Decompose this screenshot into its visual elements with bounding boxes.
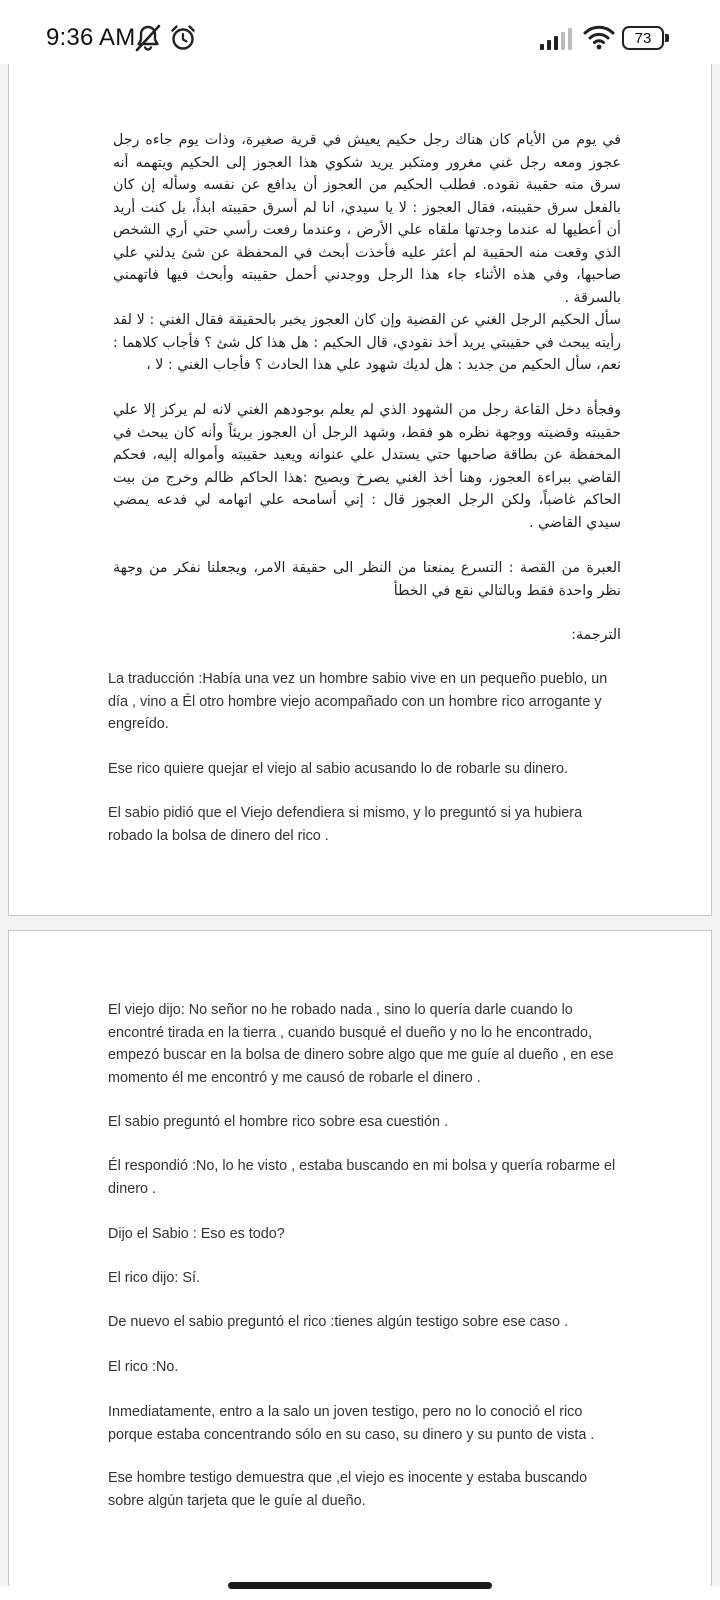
spanish-paragraph: El rico dijo: Sí. xyxy=(108,1270,200,1286)
status-bar xyxy=(0,0,720,64)
wifi-icon xyxy=(583,24,615,50)
arabic-paragraph: في يوم من الأيام كان هناك رجل حكيم يعيش في قرية صغيرة، وذات يوم جاءه رجل عجوز ومعه رجل غني مغرور ومتكبر يريد شكوي هذا العجوز إلى الحكيم ويتهمه أنه سرق منه حقيبة نقوده. فطلب الحكيم من العجوز أن يدافع عن نفسه وسأله إن كان بالفعل سرق حقيبته، فقال العجوز : لا يا سيدي، انا لم أسرق حقيبته ابداً، بل كنت أريد أن أعطيها له عندما وجدتها ملقاه علي الأرض ، وعندما رفعت رأسي حتي أري الشخص الذي وقعت منه الحقيبة لم أعثر عليه فأخذت أبحث في المحفظة عن شئ يدلني علي صاحبها، وفي هذه الأثناء جاء هذا الرجل ووجدني أحمل حقيبته وأبحث فيها فاتهمني بالسرقة . xyxy=(113,132,621,306)
signal-icon xyxy=(540,28,576,50)
spanish-paragraph: El sabio pidió que el Viejo defendiera si mismo, y lo preguntó si ya hubiera robado la bolsa de dinero del rico . xyxy=(108,805,583,844)
spanish-paragraph: La traducción :Había una vez un hombre sabio vive en un pequeño pueblo, un día , vino a Él otro hombre viejo acompañado con un hombre rico arrogante y engreído. xyxy=(108,671,608,732)
arabic-paragraph: العبرة من القصة : التسرع يمنعنا من النظر الى حقيقة الامر، ويجعلنا نفكر من وجهة نظر واحدة فقط وبالتالي نقع في الخطأ xyxy=(113,560,621,599)
alarm-icon xyxy=(170,24,196,52)
spanish-paragraph: Él respondió :No, lo he visto , estaba buscando en mi bolsa y quería robarme el dinero . xyxy=(108,1158,616,1197)
battery-icon xyxy=(622,26,670,50)
spanish-paragraph: Inmediatamente, entro a la salo un joven testigo, pero no lo conoció el rico porque estaba concentrando sólo en su caso, su dinero y su punto de vista . xyxy=(108,1404,595,1443)
translation-heading: الترجمة: xyxy=(571,627,621,643)
spanish-paragraph: El rico :No. xyxy=(108,1359,179,1375)
spanish-paragraph: El sabio preguntó el hombre rico sobre esa cuestión . xyxy=(108,1114,448,1130)
spanish-paragraph: Ese rico quiere quejar el viejo al sabio acusando lo de robarle su dinero. xyxy=(108,761,568,777)
document-page-1 xyxy=(8,64,712,916)
spanish-paragraph: De nuevo el sabio preguntó el rico :tienes algún testigo sobre ese caso . xyxy=(108,1314,568,1330)
spanish-paragraph: El viejo dijo: No señor no he robado nada , sino lo quería darle cuando lo encontré tirada en la tierra , cuando busqué el dueño y no lo he encontrado, empezó buscar en la bolsa de dinero sobre algo que me guíe al dueño , en ese momento él me encontró y me causó de robarle el dinero . xyxy=(108,1002,614,1086)
document-viewer[interactable] xyxy=(0,64,720,1586)
battery-level: 73 xyxy=(622,26,664,50)
bell-off-icon xyxy=(134,24,162,52)
home-indicator[interactable] xyxy=(228,1582,492,1589)
status-time: 9:36 AM xyxy=(46,24,136,51)
battery-tip xyxy=(665,34,669,42)
arabic-paragraph: سأل الحكيم الرجل الغني عن القضية وإن كان العجوز يخبر بالحقيقة فقال الغني : لا لقد رأيته يبحث في حقيبتي يريد أخذ نقودي، قال الحكيم : هل هذا كل شئ ؟ فأجاب كلاهما : نعم، سأل الحكيم من جديد : هل لديك شهود علي هذا الحادث ؟ فأجاب الغني : لا ، xyxy=(113,312,621,373)
spanish-paragraph: Ese hombre testigo demuestra que ,el viejo es inocente y estaba buscando sobre algún tarjeta que le guíe al dueño. xyxy=(108,1470,588,1509)
spanish-paragraph: Dijo el Sabio : Eso es todo? xyxy=(108,1226,285,1242)
document-page-2 xyxy=(8,930,712,1586)
arabic-paragraph: وفجأة دخل القاعة رجل من الشهود الذي لم يعلم بوجودهم الغني لانه لم يركز إلا علي حقيبته وقضيته ووجهة نظره هو فقط، وشهد الرجل أن العجوز بريئاً وأنه كان يبحث في المحفظة عن بطاقة صاحبها حتي يستدل علي عنوانه ويعيد حقيبته وأمواله إليه، فحكم القاضي ببراءة العجوز، وهنا أخذ الغني يصرخ ويصيح :هذا الحاكم ظالم وخرج من بيت الحاكم غاضباً، ولكن الرجل العجوز قال : إني أسامحه علي اتهامه لي فدعه يمضي سيدي القاضي . xyxy=(113,402,621,531)
